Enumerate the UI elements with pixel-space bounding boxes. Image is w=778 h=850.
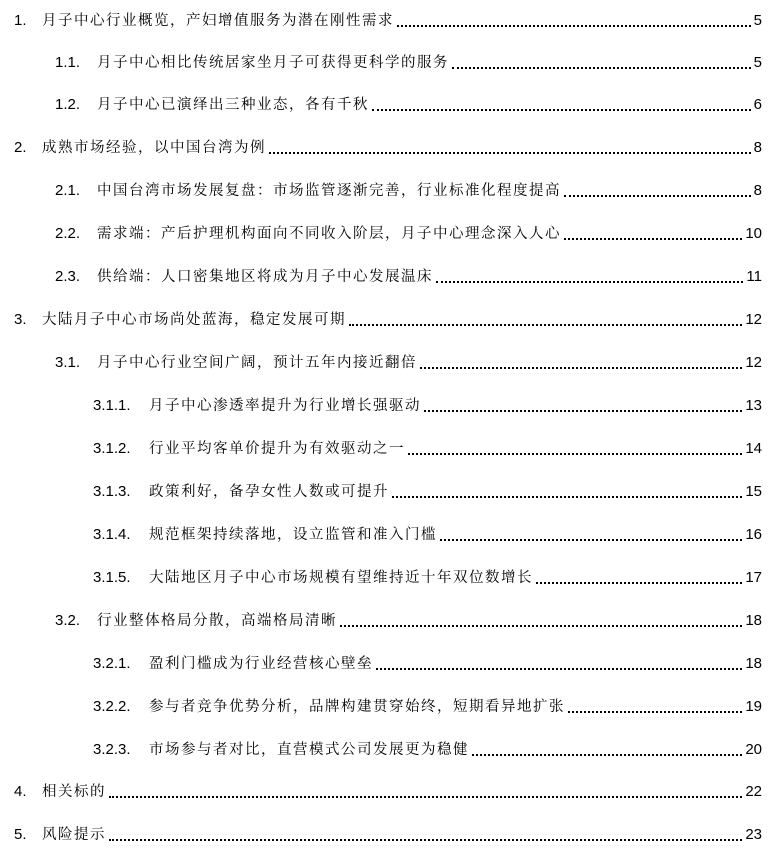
toc-entry-3-1[interactable]	[0, 342, 778, 372]
toc-number: 3.2.	[55, 612, 81, 629]
toc-number: 1.	[14, 12, 27, 29]
toc-entry-3-1-1[interactable]	[0, 385, 778, 415]
toc-page-number: 13	[745, 397, 762, 414]
toc-number: 3.2.1.	[93, 655, 131, 672]
toc-entry-2[interactable]	[0, 127, 778, 157]
dot-leader	[564, 195, 751, 197]
toc-page-number: 18	[745, 655, 762, 672]
toc-number: 2.3.	[55, 268, 81, 285]
dot-leader	[397, 25, 751, 27]
dot-leader	[536, 582, 742, 584]
toc-title: 行业平均客单价提升为有效驱动之一	[149, 441, 405, 457]
toc-page-number: 8	[753, 182, 762, 199]
dot-leader	[420, 367, 742, 369]
dot-leader	[408, 453, 742, 455]
toc-title: 月子中心渗透率提升为行业增长强驱动	[149, 398, 421, 414]
dot-leader	[392, 496, 742, 498]
toc-title: 大陆地区月子中心市场规模有望维持近十年双位数增长	[149, 570, 533, 586]
toc-page-number: 6	[753, 96, 762, 113]
toc-entry-3-2-3[interactable]	[0, 729, 778, 759]
dot-leader	[440, 539, 742, 541]
toc-page-number: 18	[745, 612, 762, 629]
toc-page-number: 16	[745, 526, 762, 543]
toc-number: 3.1.	[55, 354, 81, 371]
toc-title: 市场参与者对比，直营模式公司发展更为稳健	[149, 742, 469, 758]
toc-title: 风险提示	[42, 827, 106, 843]
toc-entry-1-2[interactable]	[0, 84, 778, 114]
toc-page-number: 5	[753, 12, 762, 29]
toc-page-number: 23	[745, 826, 762, 843]
toc-page-number: 8	[753, 139, 762, 156]
toc-title: 月子中心相比传统居家坐月子可获得更科学的服务	[97, 55, 449, 71]
toc-number: 1.1.	[55, 54, 81, 71]
toc-entry-2-2[interactable]	[0, 213, 778, 243]
toc-entry-3-2[interactable]	[0, 600, 778, 630]
toc-title: 月子中心行业概览，产妇增值服务为潜在刚性需求	[42, 13, 394, 29]
toc-title: 成熟市场经验，以中国台湾为例	[42, 140, 266, 156]
toc-entry-3-1-3[interactable]	[0, 471, 778, 501]
dot-leader	[568, 711, 742, 713]
toc-number: 3.1.5.	[93, 569, 131, 586]
toc-number: 4.	[14, 783, 27, 800]
toc-title: 规范框架持续落地，设立监管和准入门槛	[149, 527, 437, 543]
toc-title: 相关标的	[42, 784, 106, 800]
toc-number: 3.	[14, 311, 27, 328]
toc-title: 月子中心已演绎出三种业态，各有千秋	[97, 97, 369, 113]
dot-leader	[564, 238, 742, 240]
toc-number: 3.1.4.	[93, 526, 131, 543]
toc-number: 2.	[14, 139, 27, 156]
dot-leader	[340, 625, 742, 627]
dot-leader	[376, 668, 742, 670]
dot-leader	[109, 839, 742, 841]
toc-title: 供给端：人口密集地区将成为月子中心发展温床	[97, 269, 433, 285]
toc-entry-3-1-2[interactable]	[0, 428, 778, 458]
toc-entry-1[interactable]	[0, 0, 778, 30]
toc-entry-1-1[interactable]	[0, 42, 778, 72]
toc-page-number: 22	[745, 783, 762, 800]
toc-title: 行业整体格局分散，高端格局清晰	[97, 613, 337, 629]
dot-leader	[109, 796, 742, 798]
toc-entry-3-1-4[interactable]	[0, 514, 778, 544]
toc-number: 2.2.	[55, 225, 81, 242]
toc-entry-4[interactable]	[0, 771, 778, 801]
toc-number: 3.1.2.	[93, 440, 131, 457]
toc-entry-3-2-2[interactable]	[0, 686, 778, 716]
toc-page-number: 12	[745, 311, 762, 328]
dot-leader	[424, 410, 742, 412]
toc-page-number: 11	[746, 268, 762, 285]
toc-number: 2.1.	[55, 182, 81, 199]
toc-title: 政策利好，备孕女性人数或可提升	[149, 484, 389, 500]
dot-leader	[269, 152, 751, 154]
toc-entry-5[interactable]	[0, 814, 778, 844]
toc-number: 3.2.3.	[93, 741, 131, 758]
toc-title: 月子中心行业空间广阔，预计五年内接近翻倍	[97, 355, 417, 371]
toc-entry-3-2-1[interactable]	[0, 643, 778, 673]
toc-title: 需求端：产后护理机构面向不同收入阶层，月子中心理念深入人心	[97, 226, 561, 242]
toc-number: 3.2.2.	[93, 698, 131, 715]
toc-page-number: 15	[745, 483, 762, 500]
toc-title: 大陆月子中心市场尚处蓝海，稳定发展可期	[42, 312, 346, 328]
toc-entry-3[interactable]	[0, 299, 778, 329]
toc-page-number: 17	[745, 569, 762, 586]
dot-leader	[436, 281, 743, 283]
toc-page-number: 14	[745, 440, 762, 457]
toc-title: 盈利门槛成为行业经营核心壁垒	[149, 656, 373, 672]
dot-leader	[372, 109, 751, 111]
toc-title: 中国台湾市场发展复盘：市场监管逐渐完善，行业标准化程度提高	[97, 183, 561, 199]
dot-leader	[349, 324, 742, 326]
toc-entry-2-1[interactable]	[0, 170, 778, 200]
toc-entry-2-3[interactable]	[0, 256, 778, 286]
toc-page-number: 20	[745, 741, 762, 758]
dot-leader	[472, 754, 742, 756]
toc-page-number: 5	[753, 54, 762, 71]
toc-page-number: 12	[745, 354, 762, 371]
toc-page-number: 19	[745, 698, 762, 715]
toc-number: 3.1.1.	[93, 397, 131, 414]
dot-leader	[452, 67, 751, 69]
toc-title: 参与者竞争优势分析，品牌构建贯穿始终，短期看异地扩张	[149, 699, 565, 715]
toc-page-number: 10	[745, 225, 762, 242]
toc-number: 3.1.3.	[93, 483, 131, 500]
toc-number: 5.	[14, 826, 27, 843]
toc-entry-3-1-5[interactable]	[0, 557, 778, 587]
toc-number: 1.2.	[55, 96, 81, 113]
